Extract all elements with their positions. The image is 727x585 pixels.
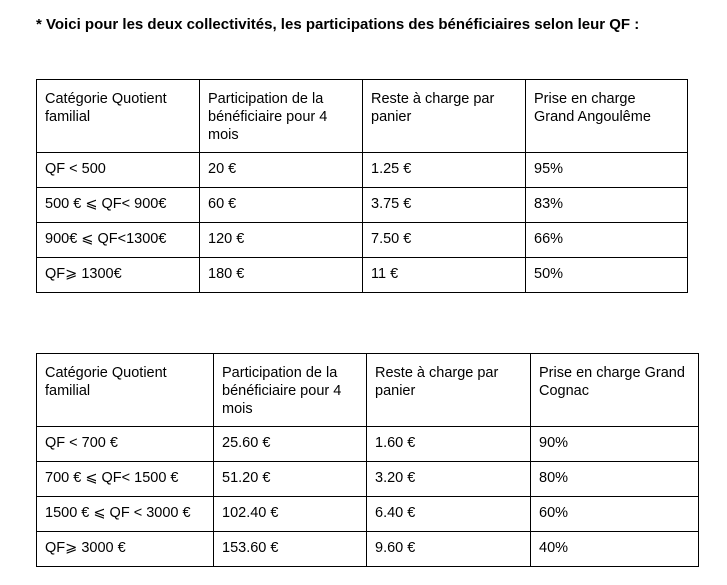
header-cell-remaining-cost: Reste à charge par panier	[367, 354, 531, 427]
cell-coverage: 83%	[526, 188, 688, 223]
page-heading: * Voici pour les deux collectivités, les participations des bénéficiaires selon leur QF :	[36, 16, 640, 33]
cell-coverage: 95%	[526, 153, 688, 188]
cell-category: QF < 500	[37, 153, 200, 188]
cell-coverage: 40%	[531, 532, 699, 567]
table-grand-cognac	[36, 353, 699, 567]
header-cell-category: Catégorie Quotient familial	[37, 354, 214, 427]
cell-participation: 25.60 €	[214, 427, 367, 462]
cell-participation: 60 €	[200, 188, 363, 223]
table-header-row	[37, 354, 699, 427]
table-row	[37, 462, 699, 497]
table-row	[37, 258, 688, 293]
cell-remaining-cost: 9.60 €	[367, 532, 531, 567]
cell-category: 500 € ⩽ QF< 900€	[37, 188, 200, 223]
cell-participation: 102.40 €	[214, 497, 367, 532]
cell-coverage: 90%	[531, 427, 699, 462]
cell-participation: 51.20 €	[214, 462, 367, 497]
cell-coverage: 50%	[526, 258, 688, 293]
cell-remaining-cost: 11 €	[363, 258, 526, 293]
cell-category: QF < 700 €	[37, 427, 214, 462]
cell-remaining-cost: 6.40 €	[367, 497, 531, 532]
table-header-row	[37, 80, 688, 153]
header-cell-remaining-cost: Reste à charge par panier	[363, 80, 526, 153]
table-row	[37, 427, 699, 462]
cell-remaining-cost: 1.25 €	[363, 153, 526, 188]
cell-category: QF⩾ 1300€	[37, 258, 200, 293]
header-cell-participation: Participation de la bénéficiaire pour 4 mois	[214, 354, 367, 427]
header-cell-category: Catégorie Quotient familial	[37, 80, 200, 153]
cell-category: 700 € ⩽ QF< 1500 €	[37, 462, 214, 497]
cell-category: QF⩾ 3000 €	[37, 532, 214, 567]
table-row	[37, 532, 699, 567]
cell-remaining-cost: 3.20 €	[367, 462, 531, 497]
cell-participation: 153.60 €	[214, 532, 367, 567]
cell-coverage: 80%	[531, 462, 699, 497]
cell-remaining-cost: 7.50 €	[363, 223, 526, 258]
cell-participation: 120 €	[200, 223, 363, 258]
cell-coverage: 66%	[526, 223, 688, 258]
cell-category: 1500 € ⩽ QF < 3000 €	[37, 497, 214, 532]
cell-remaining-cost: 3.75 €	[363, 188, 526, 223]
cell-category: 900€ ⩽ QF<1300€	[37, 223, 200, 258]
header-cell-participation: Participation de la bénéficiaire pour 4 mois	[200, 80, 363, 153]
cell-participation: 20 €	[200, 153, 363, 188]
table-row	[37, 497, 699, 532]
table-grand-angouleme	[36, 79, 688, 293]
cell-remaining-cost: 1.60 €	[367, 427, 531, 462]
cell-participation: 180 €	[200, 258, 363, 293]
table-row	[37, 153, 688, 188]
table-row	[37, 223, 688, 258]
header-cell-coverage: Prise en charge Grand Angoulême	[526, 80, 688, 153]
cell-coverage: 60%	[531, 497, 699, 532]
table-row	[37, 188, 688, 223]
header-cell-coverage: Prise en charge Grand Cognac	[531, 354, 699, 427]
